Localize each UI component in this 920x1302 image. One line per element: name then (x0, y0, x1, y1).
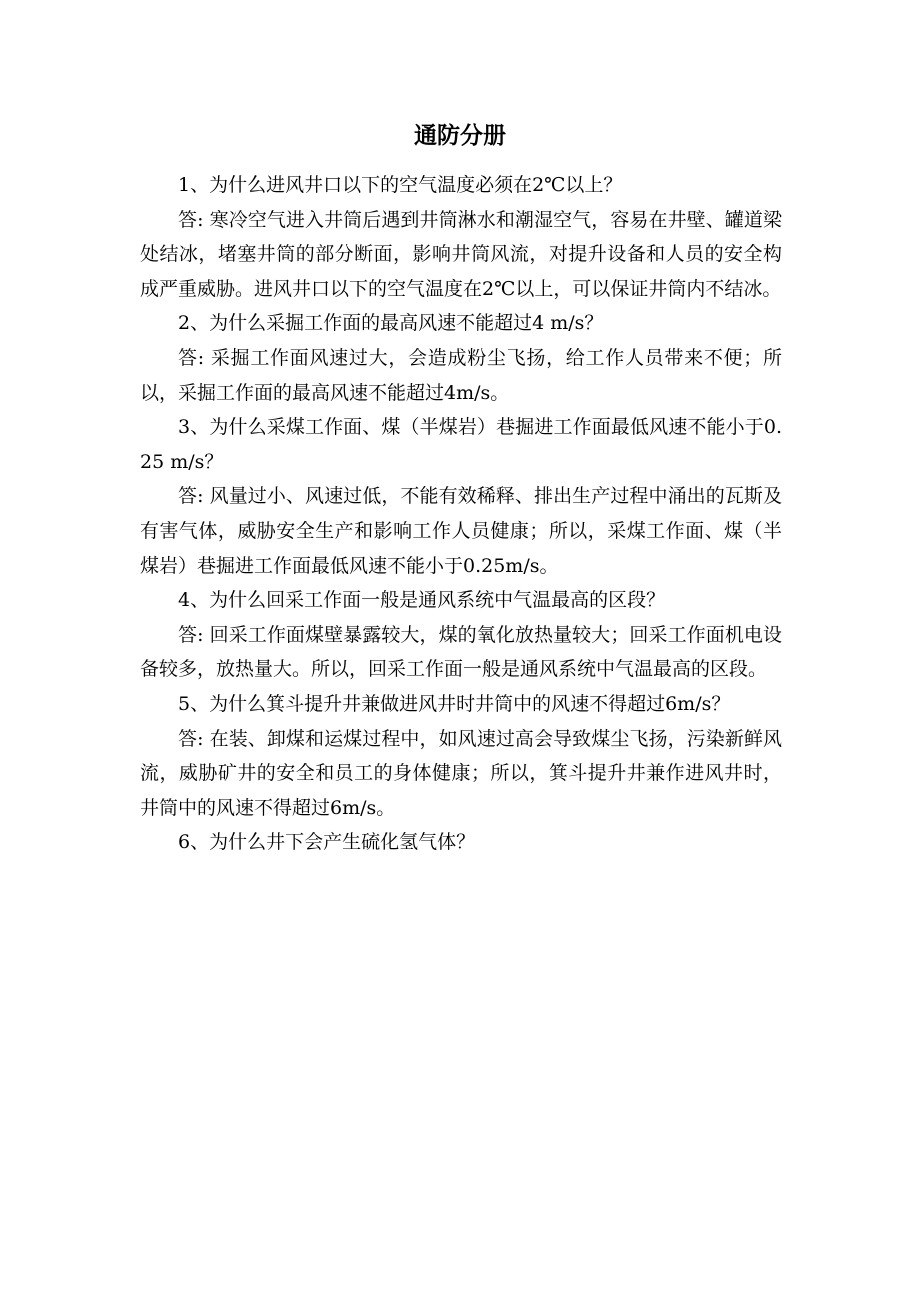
document-body (140, 168, 782, 860)
answer-2: 答: 采掘工作面风速过大，会造成粉尘飞扬，给工作人员带来不便；所以，采掘工作面的最高风速不能超过4m/s。 (140, 346, 782, 404)
question-3: 3、为什么采煤工作面、煤（半煤岩）巷掘进工作面最低风速不能小于0.25 m/s？ (140, 416, 782, 473)
question-1: 1、为什么进风井口以下的空气温度必须在2℃以上？ (178, 174, 623, 196)
answer-5: 答: 在装、卸煤和运煤过程中，如风速过高会导致煤尘飞扬，污染新鲜风流，威胁矿井的安全和员工的身体健康；所以，箕斗提升井兼作进风井时，井筒中的风速不得超过6m/s。 (140, 727, 782, 819)
question-6: 6、为什么井下会产生硫化氢气体？ (178, 831, 476, 854)
answer-4: 答: 回采工作面煤壁暴露较大，煤的氧化放热量较大；回采工作面机电设备较多，放热量大。所以，回采工作面一般是通风系统中气温最高的区段。 (140, 623, 782, 681)
question-5: 5、为什么箕斗提升井兼做进风井时井筒中的风速不得超过6m/s？ (178, 692, 731, 715)
document-title: 通防分册 (414, 123, 506, 149)
question-2: 2、为什么采掘工作面的最高风速不能超过4 m/s？ (178, 312, 604, 335)
question-4: 4、为什么回采工作面一般是通风系统中气温最高的区段？ (178, 589, 666, 612)
answer-1: 答: 寒冷空气进入井筒后遇到井筒淋水和潮湿空气，容易在井壁、罐道梁处结冰，堵塞井筒的部分断面，影响井筒风流，对提升设备和人员的安全构成严重威胁。进风井口以下的空气温度在2℃以上，可以保证井筒内不结冰。 (140, 208, 782, 300)
answer-3: 答: 风量过小、风速过低，不能有效稀释、排出生产过程中涌出的瓦斯及有害气体，威胁安全生产和影响工作人员健康；所以，采煤工作面、煤（半煤岩）巷掘进工作面最低风速不能小于0.25m/s。 (140, 485, 782, 577)
